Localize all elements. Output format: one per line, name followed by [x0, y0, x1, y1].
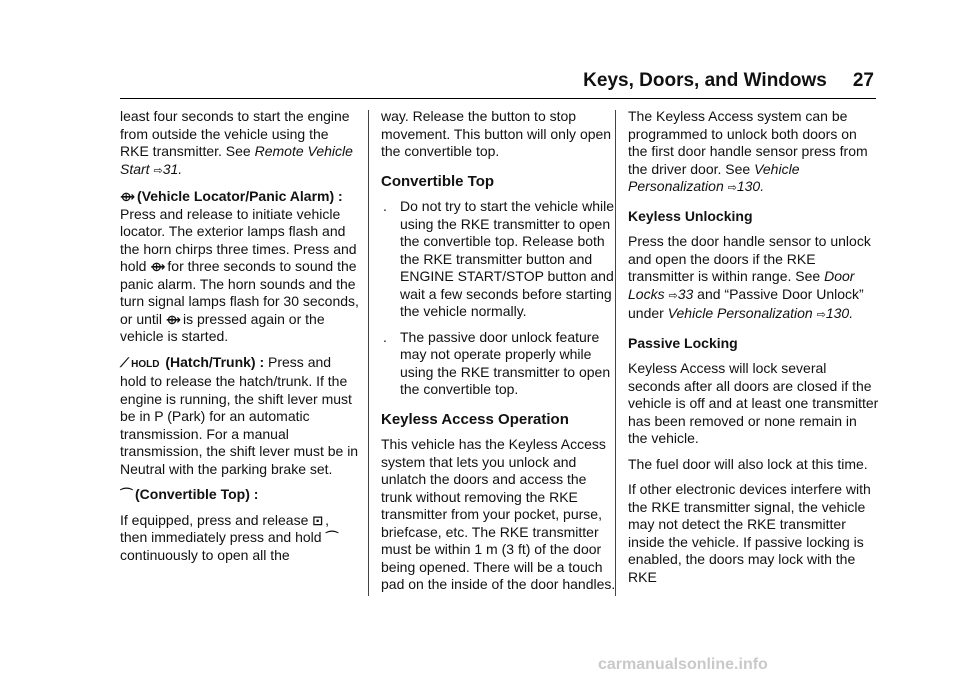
keyless-access-paragraph: This vehicle has the Keyless Access system that lets you unlock and unlatch the doors and access the trunk without removing the RKE transmitter from your pocket, purse, briefcase, etc. The RKE transmitter must be within 1 m (3 ft) of the door being opened. There will be a touch pad on the inside of the door handles.	[381, 436, 616, 592]
keyless-access-heading: Keyless Access Operation	[381, 410, 569, 428]
page-ref-arrow-icon: ⇨	[816, 309, 826, 321]
bullet-item: . Do not try to start the vehicle while using the RKE transmitter to open the convertible top. Release both the RKE transmitter button and ENGINE START/STOP button and wait a few seconds before starting the vehicle normally.	[383, 198, 614, 319]
hatch-hold-label: HOLD	[131, 358, 160, 370]
convertible-top-paragraph: If equipped, press and release ⊡ , then immediately press and hold ⌒continuously to open all the	[120, 511, 339, 563]
section-title: Keys, Doors, and Windows	[583, 70, 827, 91]
hatch-trunk-title: (Hatch/Trunk) :	[165, 353, 269, 370]
column-2	[381, 108, 621, 602]
convertible-continued-paragraph: way. Release the button to stop movement. This button will only open the convertible top.	[381, 108, 612, 159]
page-header	[583, 70, 874, 92]
convertible-top-icon: ⌒	[325, 530, 339, 545]
page-ref-number: 33	[677, 285, 694, 302]
bullet-item: . The passive door unlock feature may not operate properly while using the RKE transmitter to open the convertible top.	[383, 328, 611, 397]
page-number: 27	[852, 70, 874, 91]
hatch-trunk-paragraph: ⟋ HOLD (Hatch/Trunk) : Press and hold to release the hatch/trunk. If the engine is running, the shift lever must be in P (Park) for an automatic transmission. For a manual transmission, the shift lever must be in Neutral with the parking brake set.	[120, 353, 359, 477]
vehicle-personalization-link[interactable]: Vehicle Personalization	[667, 305, 813, 321]
header-rule	[120, 98, 876, 99]
column-1	[120, 108, 360, 572]
page-ref-arrow-icon: ⇨	[153, 164, 163, 177]
vehicle-personalization-link[interactable]: Vehicle Personalization	[628, 160, 800, 194]
passive-locking-paragraph: Keyless Access will lock several seconds after all doors are closed if the vehicle is off and at least one transmitter has been removed or none remain in the vehicle.	[628, 360, 879, 446]
interference-paragraph: If other electronic devices interfere with the RKE transmitter signal, the vehicle may not detect the RKE transmitter inside the vehicle. If passive locking is enabled, the doors may lock with the RKE	[628, 481, 871, 585]
watermark: carmanualsonline.info	[598, 656, 768, 673]
vehicle-locator-title: (Vehicle Locator/Panic Alarm) :	[137, 188, 343, 204]
bullet-marker: .	[383, 328, 387, 345]
fuel-door-paragraph: The fuel door will also lock at this time.	[628, 455, 868, 472]
keyless-programming-paragraph: The Keyless Access system can be programmed to unlock both doors on the first door handle sensor press from the driver door. See Vehicle Personalization ⇨130.	[628, 108, 868, 194]
vehicle-locator-icon: ⟴	[120, 189, 136, 204]
page-ref-number: 130	[825, 305, 850, 321]
keyless-unlocking-paragraph: Press the door handle sensor to unlock and open the doors if the RKE transmitter is within range. See Door Locks ⇨33 and “Passive Door Unlock” under Vehicle Personalization ⇨130.	[628, 233, 871, 321]
unlock-icon: ⊡	[312, 512, 324, 528]
bullet-marker: .	[383, 198, 387, 214]
passive-locking-heading: Passive Locking	[628, 334, 738, 351]
column-divider-1	[368, 110, 369, 596]
vehicle-locator-icon: ⟴	[150, 259, 166, 274]
keyless-unlocking-heading: Keyless Unlocking	[628, 207, 753, 224]
door-locks-link[interactable]: Door Locks	[628, 268, 855, 302]
page-ref-number: 130	[736, 178, 761, 194]
convertible-top-section-heading: Convertible Top	[381, 172, 495, 190]
convertible-top-icon: ⌒	[120, 487, 134, 502]
page-ref-arrow-icon: ⇨	[668, 289, 678, 302]
remote-start-paragraph: least four seconds to start the engine from outside the vehicle using the RKE transmitter. See Remote Vehicle Start ⇨31.	[120, 108, 353, 177]
column-3	[628, 108, 880, 594]
convertible-top-heading: ⌒ (Convertible Top) :	[120, 486, 259, 502]
hatch-trunk-icon: ⟋	[120, 354, 130, 370]
page-ref-number: 31	[162, 160, 179, 177]
vehicle-locator-paragraph: ⟴ (Vehicle Locator/Panic Alarm) : Press and release to initiate vehicle locator. The exterior lamps flash and the horn chirps three times. Press and hold ⟴ for three seconds to sound the panic alarm. The horn sounds and the turn signal lamps flash for 30 seconds, or until ⟴ is pressed again or the vehicle is started.	[120, 188, 359, 344]
page-ref-arrow-icon: ⇨	[727, 182, 737, 194]
remote-vehicle-start-link[interactable]: Remote Vehicle Start	[120, 143, 353, 177]
vehicle-locator-icon: ⟴	[165, 311, 181, 327]
